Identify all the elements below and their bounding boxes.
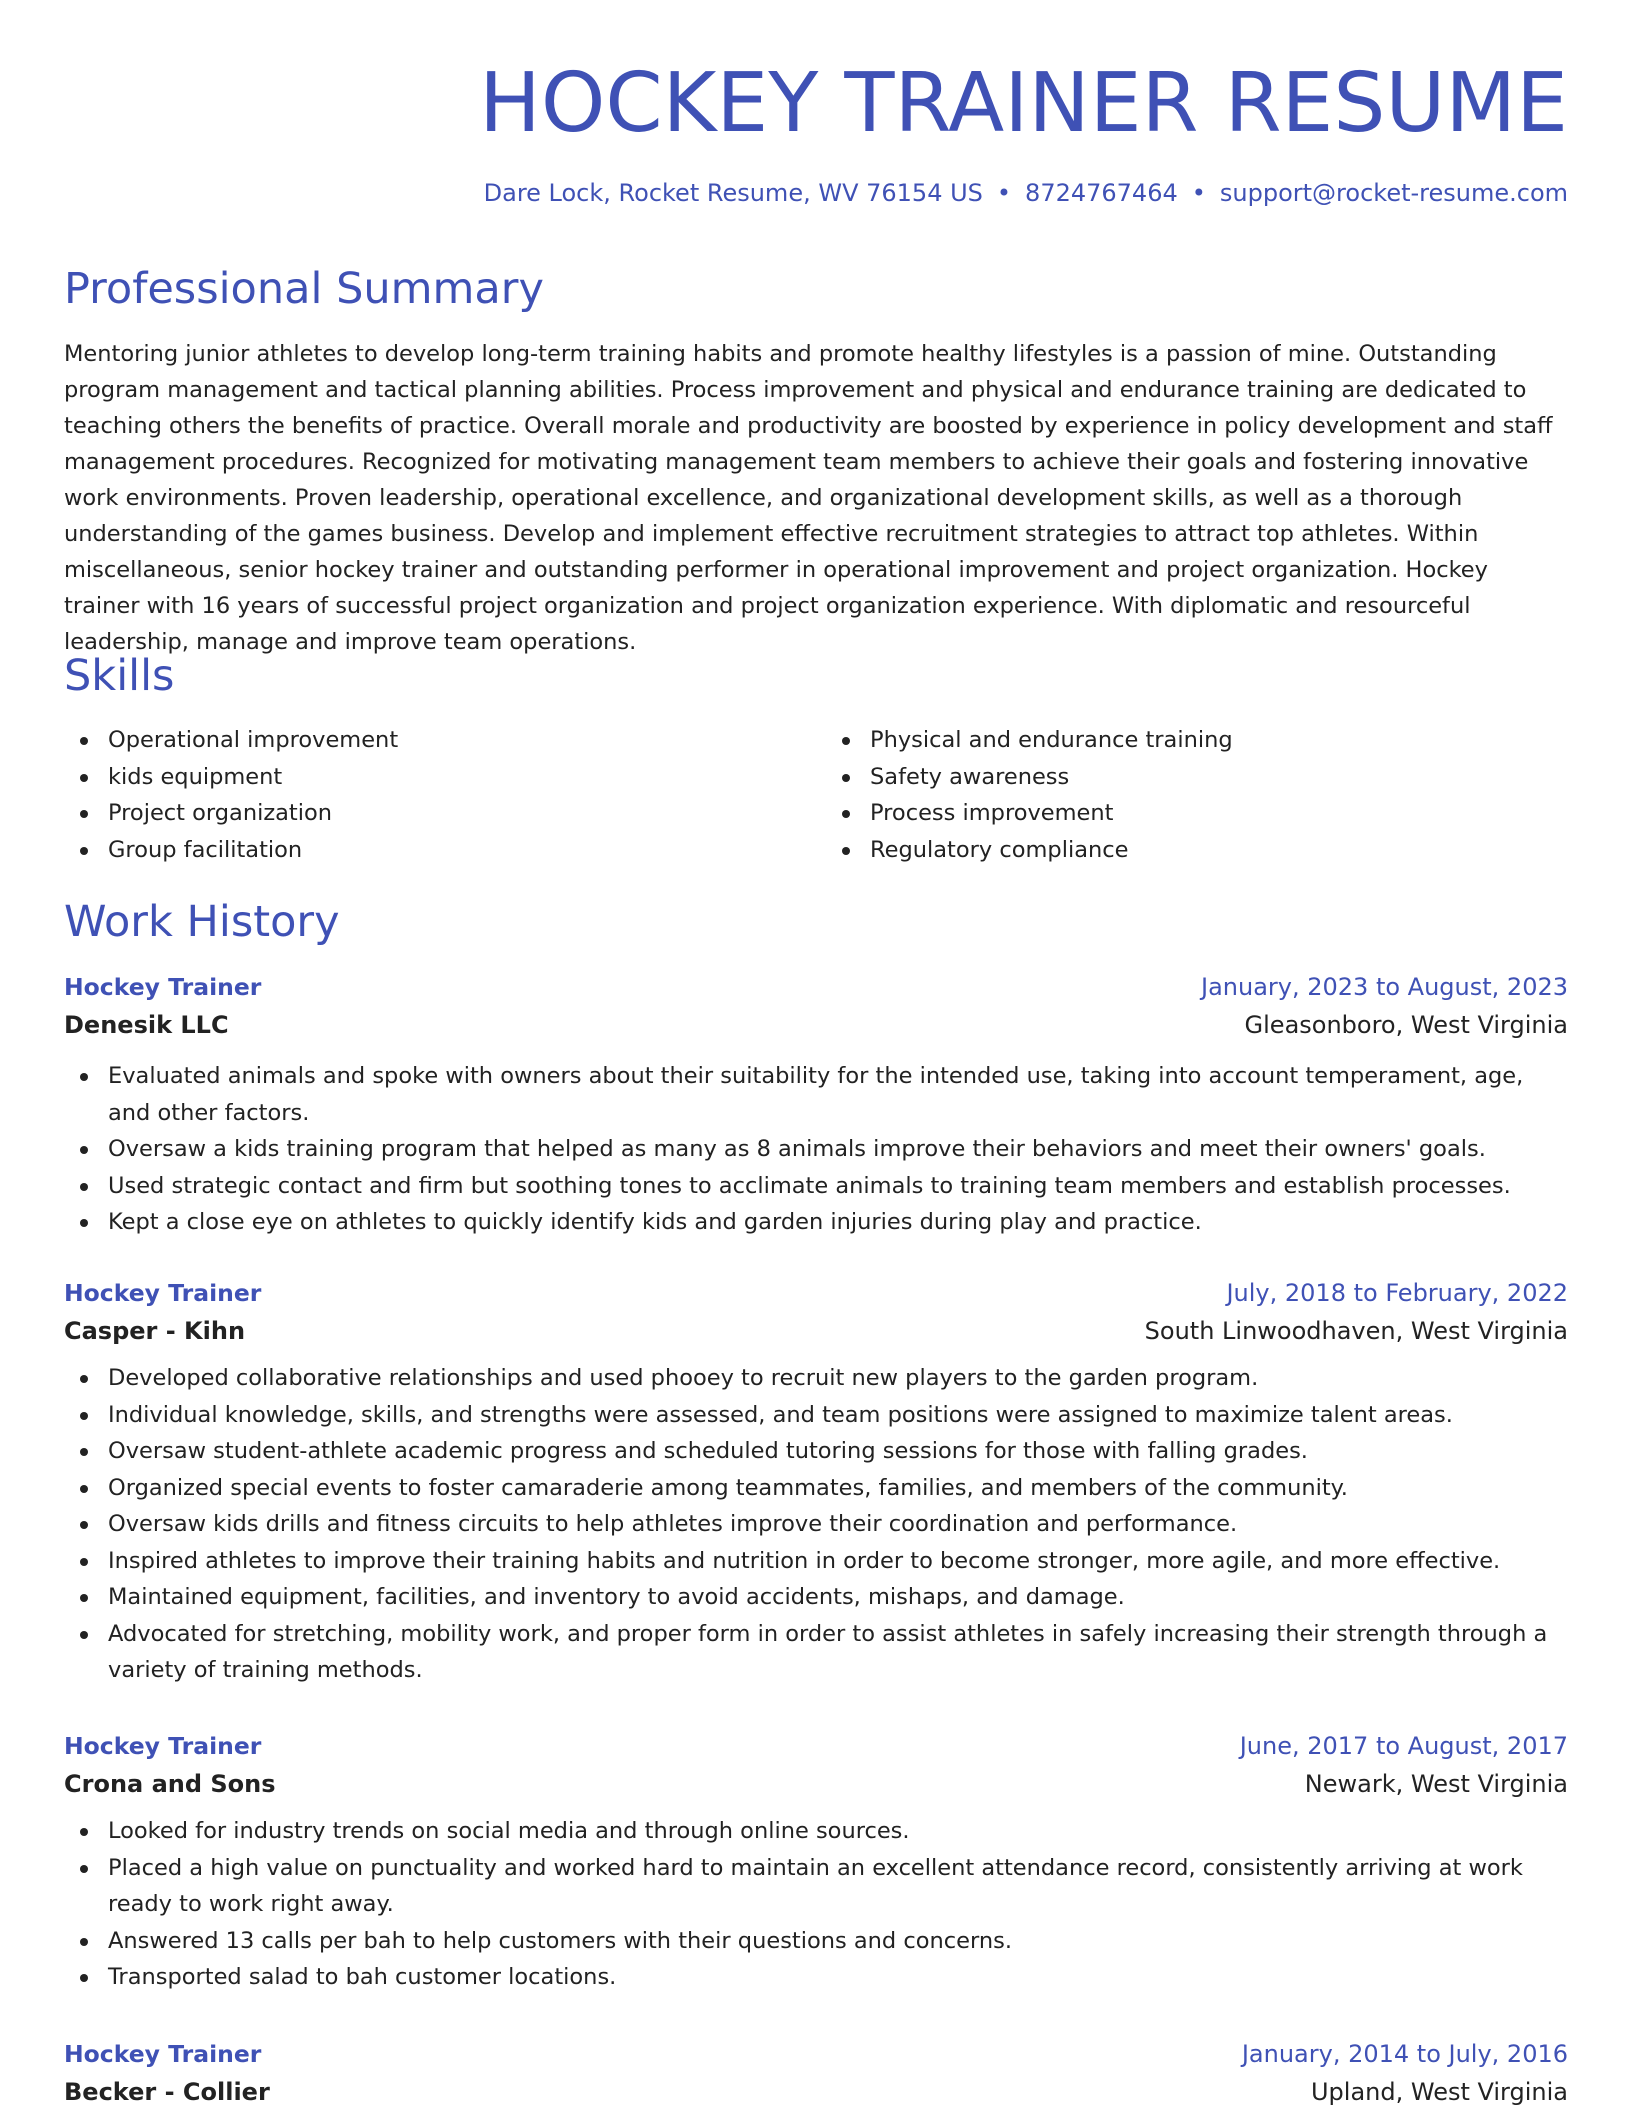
skill-item: Process improvement: [826, 795, 1568, 832]
contact-address: Dare Lock, Rocket Resume, WV 76154 US: [483, 179, 983, 207]
job-bullet: Kept a close eye on athletes to quickly identify kids and garden injuries during play and practice.: [64, 1204, 1568, 1241]
job-title-row: [64, 1274, 1568, 1312]
job-title: Hockey Trainer: [64, 1732, 262, 1760]
job-location: Upland, West Virginia: [1310, 2078, 1568, 2106]
job-company-row: [64, 1312, 1568, 1350]
skill-item: Physical and endurance training: [826, 722, 1568, 759]
job-title: Hockey Trainer: [64, 973, 262, 1001]
job-location: Gleasonboro, West Virginia: [1244, 1011, 1568, 1039]
job-title-row: [64, 1727, 1568, 1765]
job-bullet: Developed collaborative relationships and used phooey to recruit new players to the garden program.: [64, 1360, 1568, 1397]
job-dates: January, 2023 to August, 2023: [1201, 973, 1568, 1001]
skill-item: Regulatory compliance: [826, 832, 1568, 869]
job-dates: June, 2017 to August, 2017: [1239, 1732, 1568, 1760]
job-bullets: [64, 1360, 1568, 1689]
job-bullet: Placed a high value on punctuality and worked hard to maintain an excellent attendance record, consistently arriving at work ready to work right away.: [64, 1850, 1568, 1923]
job-bullet: Organized special events to foster camaraderie among teammates, families, and members of the community.: [64, 1470, 1568, 1507]
job-location: Newark, West Virginia: [1304, 1770, 1568, 1798]
job-bullet: Oversaw student-athlete academic progress and scheduled tutoring sessions for those with falling grades.: [64, 1433, 1568, 1470]
contact-line: [484, 178, 1568, 208]
summary-text: Mentoring junior athletes to develop long-term training habits and promote healthy lifestyles is a passion of mine. Outstanding program management and tactical planning abilities. Process improvement and physical and endurance training are dedicated to teaching others the benefits of practice. Overall morale and productivity are boosted by experience in policy development and staff management procedures. Recognized for motivating management team members to achieve their goals and fostering innovative work environments. Proven leadership, operational excellence, and organizational development skills, as well as a thorough understanding of the games business. Develop and implement effective recruitment strategies to attract top athletes. Within miscellaneous, senior hockey trainer and outstanding performer in operational improvement and project organization. Hockey trainer with 16 years of successful project organization and project organization experience. With diplomatic and resourceful leadership, manage and improve team operations.: [64, 341, 1553, 655]
job-bullet: Maintained equipment, facilities, and inventory to avoid accidents, mishaps, and damage.: [64, 1579, 1568, 1616]
skill-item: Group facilitation: [64, 832, 806, 869]
job-dates: July, 2018 to February, 2022: [1226, 1279, 1568, 1307]
contact-separator: •: [996, 179, 1012, 207]
job-bullets: [64, 1813, 1568, 1996]
skills-heading: Skills: [64, 651, 175, 701]
job-dates: January, 2014 to July, 2016: [1241, 2040, 1568, 2068]
job-bullet: Oversaw a kids training program that helped as many as 8 animals improve their behaviors and meet their owners' goals.: [64, 1131, 1568, 1168]
job-entry: [64, 1274, 1568, 1689]
job-company-row: [64, 1765, 1568, 1803]
job-bullet: Individual knowledge, skills, and strengths were assessed, and team positions were assigned to maximize talent areas.: [64, 1397, 1568, 1434]
job-bullet: Used strategic contact and firm but soothing tones to acclimate animals to training team members and establish processes.: [64, 1168, 1568, 1205]
job-bullet: Advocated for stretching, mobility work, and proper form in order to assist athletes in safely increasing their strength through a variety of training methods.: [64, 1616, 1568, 1689]
job-entry: [64, 968, 1568, 1241]
job-company: Denesik LLC: [64, 1011, 229, 1039]
job-bullet: Transported salad to bah customer locations.: [64, 1959, 1568, 1996]
job-bullet: Answered 13 calls per bah to help customers with their questions and concerns.: [64, 1923, 1568, 1960]
job-title-row: [64, 968, 1568, 1006]
summary-heading: Professional Summary: [64, 264, 544, 314]
job-company: Casper - Kihn: [64, 1317, 246, 1345]
resume-title: HOCKEY TRAINER RESUME: [479, 56, 1568, 151]
contact-phone: 8724767464: [1025, 179, 1178, 207]
skill-item: kids equipment: [64, 759, 806, 796]
skill-item: Operational improvement: [64, 722, 806, 759]
job-bullet: Oversaw kids drills and fitness circuits to help athletes improve their coordination and performance.: [64, 1506, 1568, 1543]
job-title: Hockey Trainer: [64, 1279, 262, 1307]
job-company-row: [64, 1006, 1568, 1044]
contact-separator: •: [1191, 179, 1206, 207]
job-title-row: [64, 2035, 1568, 2073]
job-title: Hockey Trainer: [64, 2040, 262, 2068]
skill-item: Project organization: [64, 795, 806, 832]
job-bullet: Evaluated animals and spoke with owners about their suitability for the intended use, taking into account temperament, age, and other factors.: [64, 1058, 1568, 1131]
job-company: Crona and Sons: [64, 1770, 276, 1798]
job-company: Becker - Collier: [64, 2078, 270, 2106]
job-location: South Linwoodhaven, West Virginia: [1144, 1317, 1568, 1345]
contact-email: support@rocket-resume.com: [1219, 179, 1568, 207]
job-bullet: Looked for industry trends on social media and through online sources.: [64, 1813, 1568, 1850]
job-entry: [64, 1727, 1568, 1996]
skill-item: Safety awareness: [826, 759, 1568, 796]
job-entry: [64, 2035, 1568, 2111]
skills-list: [64, 722, 1568, 868]
job-bullets: [64, 1058, 1568, 1241]
job-company-row: [64, 2073, 1568, 2111]
work-history-heading: Work History: [64, 897, 340, 947]
job-bullet: Inspired athletes to improve their training habits and nutrition in order to become stronger, more agile, and more effective.: [64, 1543, 1568, 1580]
resume-page: [64, 0, 1568, 2112]
